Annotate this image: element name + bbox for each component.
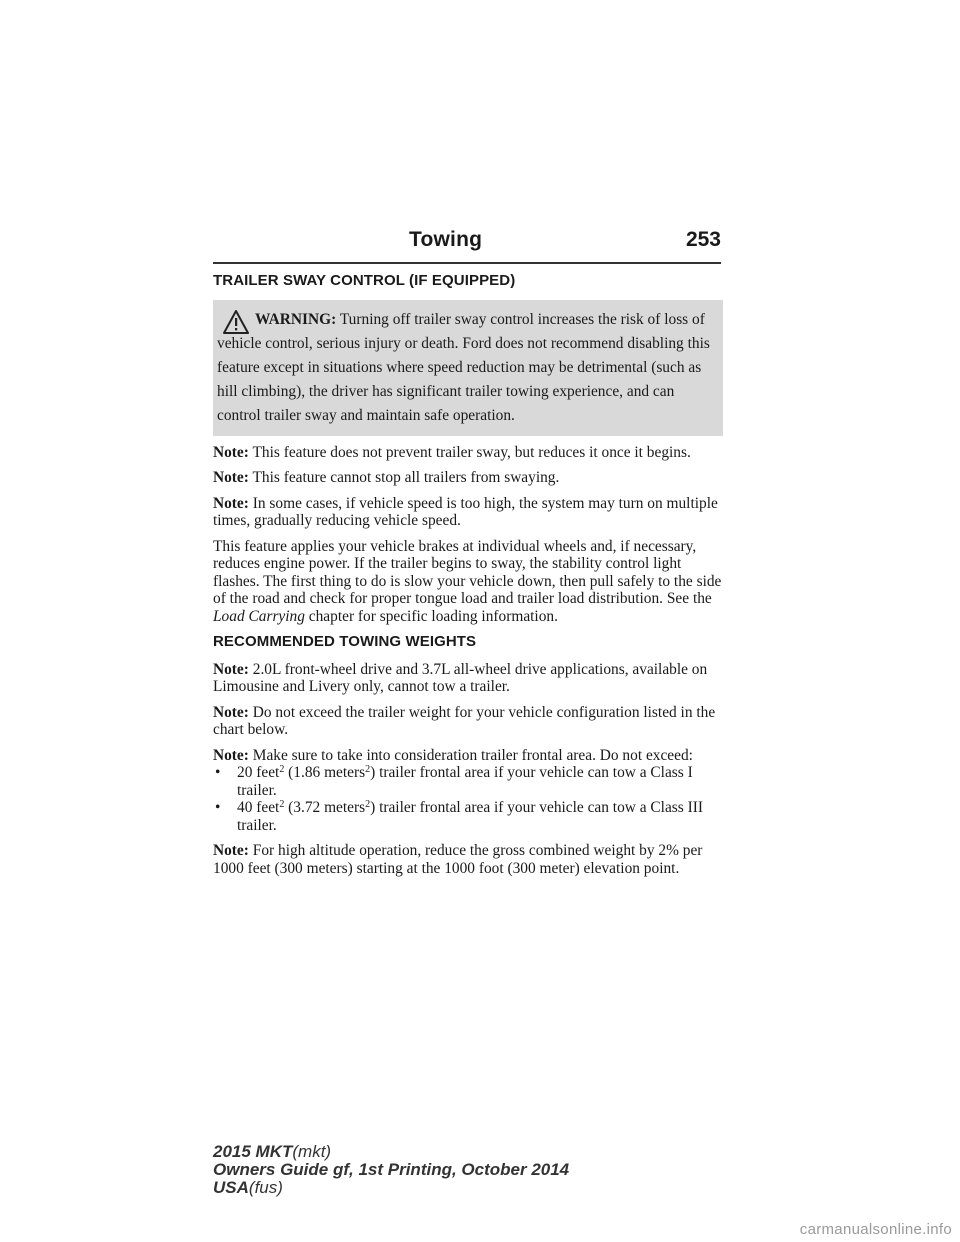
note — [213, 661, 723, 696]
note-label: Note: — [213, 469, 249, 486]
note-text: In some cases, if vehicle speed is too high, the system may turn on multiple times, gradually reducing vehicle speed. — [213, 494, 718, 529]
footer-market: USA — [213, 1178, 249, 1197]
note-text: 2.0L front-wheel drive and 3.7L all-wheel drive applications, available on Limousine and Livery only, cannot tow a trailer. — [213, 660, 708, 695]
section-heading-towing-weights: RECOMMENDED TOWING WEIGHTS — [213, 633, 477, 650]
paragraph-text: This feature applies your vehicle brakes at individual wheels and, if necessary, reduces engine power. If the trailer begins to sway, the stability control light flashes. The first thing to do is slow your vehicle down, then pull safely to the side of the road and check for proper tongue load and trailer load distribution. See the — [213, 537, 722, 607]
bullet-icon: • — [215, 799, 221, 816]
note — [213, 747, 723, 765]
warning-box — [213, 300, 723, 436]
superscript: 2 — [365, 799, 371, 810]
chapter-reference: Load Carrying — [213, 607, 305, 625]
paragraph-text-end: chapter for specific loading information. — [304, 607, 558, 625]
bullet-text: 40 feet — [237, 799, 280, 816]
note — [213, 469, 723, 487]
note-text: For high altitude operation, reduce the gross combined weight by 2% per 1000 feet (300 meters) starting at the 1000 foot (300 meter) elevation point. — [213, 842, 703, 877]
bullet-text: 20 feet — [237, 764, 280, 781]
footer-model-code: (mkt) — [292, 1142, 332, 1161]
superscript: 2 — [279, 799, 285, 810]
warning-label: WARNING: — [255, 310, 337, 328]
bullet-text: (3.72 meters — [284, 799, 366, 816]
note-label: Note: — [213, 660, 249, 678]
section-heading-trailer-sway: TRAILER SWAY CONTROL (IF EQUIPPED) — [213, 272, 516, 289]
print-footer — [213, 1143, 569, 1197]
bullet-text: ) trailer frontal area if your vehicle can tow a Class III trailer. — [237, 799, 703, 834]
note — [213, 444, 723, 462]
note — [213, 842, 723, 877]
bullet-text: ) trailer frontal area if your vehicle can tow a Class I trailer. — [237, 764, 693, 799]
body-paragraph — [213, 538, 723, 626]
superscript: 2 — [279, 764, 285, 775]
list-item — [213, 764, 723, 799]
footer-model: 2015 MKT — [213, 1142, 293, 1161]
chapter-title: Towing — [409, 228, 483, 251]
note — [213, 495, 723, 530]
page-body — [213, 272, 723, 885]
note-text: Do not exceed the trailer weight for your vehicle configuration listed in the chart below. — [213, 703, 716, 738]
footer-line-model — [213, 1143, 569, 1161]
note-text: This feature cannot stop all trailers from swaying. — [252, 469, 560, 486]
bullet-icon: • — [215, 764, 221, 781]
page-number: 253 — [685, 228, 721, 251]
warning-text — [217, 308, 715, 428]
note-label: Note: — [213, 703, 249, 721]
note-label: Note: — [213, 746, 249, 764]
bullet-text: (1.86 meters — [284, 764, 366, 781]
footer-line-guide: Owners Guide gf, 1st Printing, October 2014 — [213, 1160, 570, 1179]
page-header — [213, 228, 721, 264]
footer-market-code: (fus) — [248, 1178, 283, 1197]
list-item — [213, 799, 723, 834]
note-text: This feature does not prevent trailer sway, but reduces it once it begins. — [252, 443, 691, 461]
note-label: Note: — [213, 443, 249, 461]
frontal-area-list — [213, 764, 723, 834]
note-label: Note: — [213, 842, 249, 859]
watermark: carmanualsonline.info — [799, 1221, 952, 1238]
note-label: Note: — [213, 494, 249, 512]
note — [213, 704, 723, 739]
superscript: 2 — [365, 764, 371, 775]
note-text: Make sure to take into consideration trailer frontal area. Do not exceed: — [252, 746, 693, 764]
warning-body: Turning off trailer sway control increases the risk of loss of vehicle control, serious injury or death. Ford does not recommend disabling this feature except in situations where speed reduction may be detrimental (such as hill climbing), the driver has significant trailer towing experience, and can control trailer sway and maintain safe operation. — [217, 310, 710, 424]
warning-triangle-icon — [223, 310, 249, 334]
footer-line-market — [213, 1179, 569, 1197]
